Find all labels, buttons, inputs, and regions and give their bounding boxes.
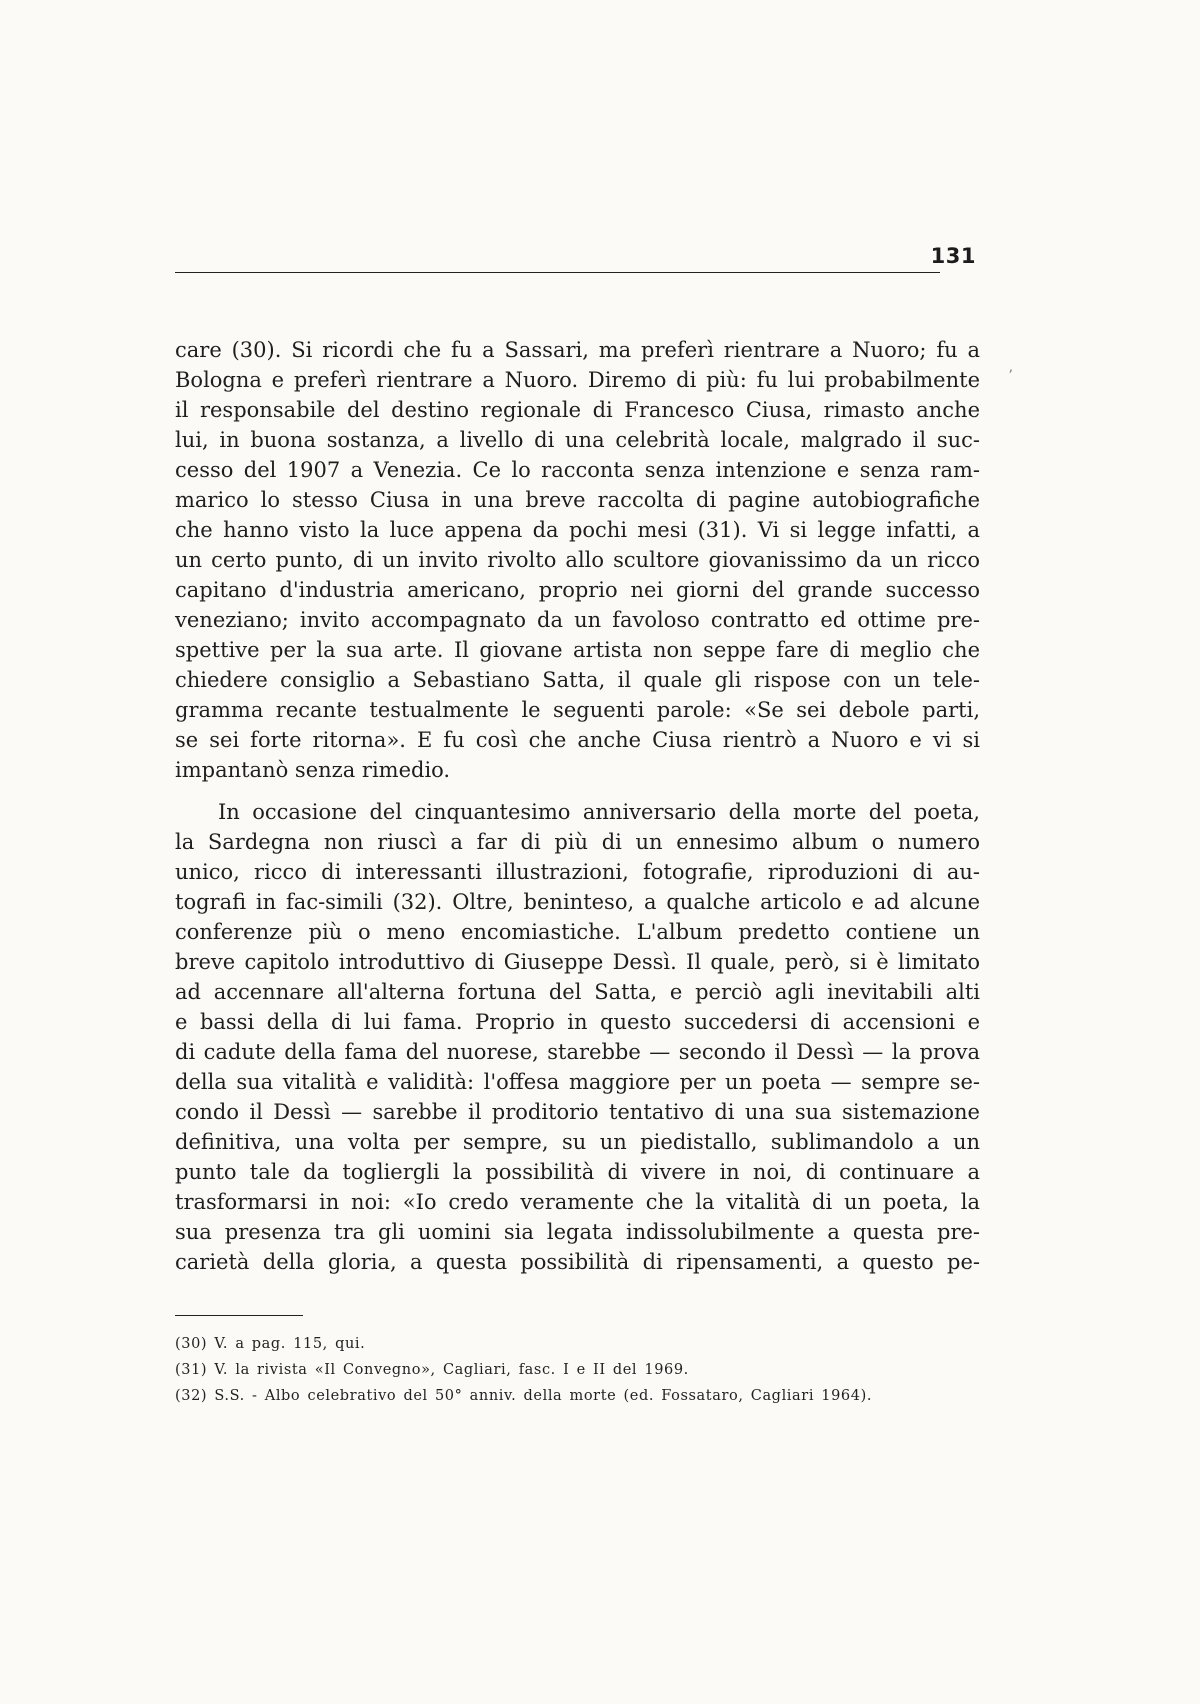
- text-line: impantanò senza rimedio.: [175, 758, 451, 782]
- footnote: (31) V. la rivista «Il Convegno», Cagliari, fasc. I e II del 1969.: [175, 1362, 689, 1378]
- text-line: che hanno visto la luce appena da pochi mesi (31). Vi si legge infatti, a: [175, 518, 980, 542]
- text-line: il responsabile del destino regionale di Francesco Ciusa, rimasto anche: [175, 398, 980, 422]
- text-line: punto tale da toglierglі la possibilità di vivere in noi, di continuare a: [175, 1160, 980, 1184]
- paragraph: [175, 335, 980, 785]
- paragraph: [175, 797, 980, 1277]
- text-line: gramma recante testualmente le seguenti parole: «Se sei debole parti,: [175, 698, 980, 722]
- footnotes: [175, 1331, 975, 1409]
- text-line: cesso del 1907 a Venezia. Ce lo racconta senza intenzione e senza ram-: [175, 458, 980, 482]
- text-line: marico lo stesso Ciusa in una breve raccolta di pagine autobiografiche: [175, 488, 980, 512]
- margin-mark: ʼ: [1008, 368, 1013, 384]
- body-text: [175, 335, 980, 1277]
- text-line: care (30). Si ricordi che fu a Sassari, ma preferì rientrare a Nuoro; fu a: [175, 338, 980, 362]
- text-line: Bologna e preferì rientrare a Nuoro. Diremo di più: fu lui probabilmente: [175, 368, 980, 392]
- text-line: In occasione del cinquantesimo anniversario della morte del poeta,: [218, 800, 980, 824]
- text-line: sua presenza tra gli uomini sia legata indissolubilmente a questa pre-: [175, 1220, 980, 1244]
- paragraph-gap: [175, 785, 980, 797]
- footnote: (30) V. a pag. 115, qui.: [175, 1336, 366, 1352]
- text-line: veneziano; invito accompagnato da un favoloso contratto ed ottime pre-: [175, 608, 980, 632]
- text-line: di cadute della fama del nuorese, starebbe — secondo il Dessì — la prova: [175, 1040, 980, 1064]
- text-line: la Sardegna non riuscì a far di più di un ennesimo album o numero: [175, 830, 980, 854]
- text-line: capitano d'industria americano, proprio nei giorni del grande successo: [175, 578, 980, 602]
- text-line: chiedere consiglio a Sebastiano Satta, il quale gli rispose con un tele-: [175, 668, 980, 692]
- page-number: 131: [930, 244, 976, 268]
- text-line: spettive per la sua arte. Il giovane artista non seppe fare di meglio che: [175, 638, 980, 662]
- text-line: carietà della gloria, a questa possibilità di ripensamenti, a questo pe-: [175, 1250, 980, 1274]
- text-line: breve capitolo introduttivo di Giuseppe Dessì. Il quale, però, si è limitato: [175, 950, 980, 974]
- text-line: lui, in buona sostanza, a livello di una celebrità locale, malgrado il suc-: [175, 428, 980, 452]
- text-line: condo il Dessì — sarebbe il proditorio tentativo di una sua sistemazione: [175, 1100, 980, 1124]
- text-line: trasformarsi in noi: «Io credo veramente che la vitalità di un poeta, la: [175, 1190, 980, 1214]
- footnote-rule: [175, 1315, 303, 1316]
- text-line: un certo punto, di un invito rivolto allo scultore giovanissimo da un ricco: [175, 548, 980, 572]
- footnote: (32) S.S. - Albo celebrativo del 50° anniv. della morte (ed. Fossataro, Cagliari 1964).: [175, 1388, 873, 1404]
- text-line: tografi in fac-simili (32). Oltre, beninteso, a qualche articolo e ad alcune: [175, 890, 980, 914]
- text-line: definitiva, una volta per sempre, su un piedistallo, sublimandolo a un: [175, 1130, 980, 1154]
- text-line: della sua vitalità e validità: l'offesa maggiore per un poeta — sempre se-: [175, 1070, 980, 1094]
- header-rule: [175, 272, 940, 273]
- text-line: conferenze più o meno encomiastiche. L'album predetto contiene un: [175, 920, 980, 944]
- text-line: ad accennare all'alterna fortuna del Satta, e perciò agli inevitabili alti: [175, 980, 980, 1004]
- text-line: e bassi della di lui fama. Proprio in questo succedersi di accensioni e: [175, 1010, 980, 1034]
- text-line: se sei forte ritorna». E fu così che anche Ciusa rientrò a Nuoro e vi si: [175, 728, 980, 752]
- text-line: unico, ricco di interessanti illustrazioni, fotografie, riproduzioni di au-: [175, 860, 980, 884]
